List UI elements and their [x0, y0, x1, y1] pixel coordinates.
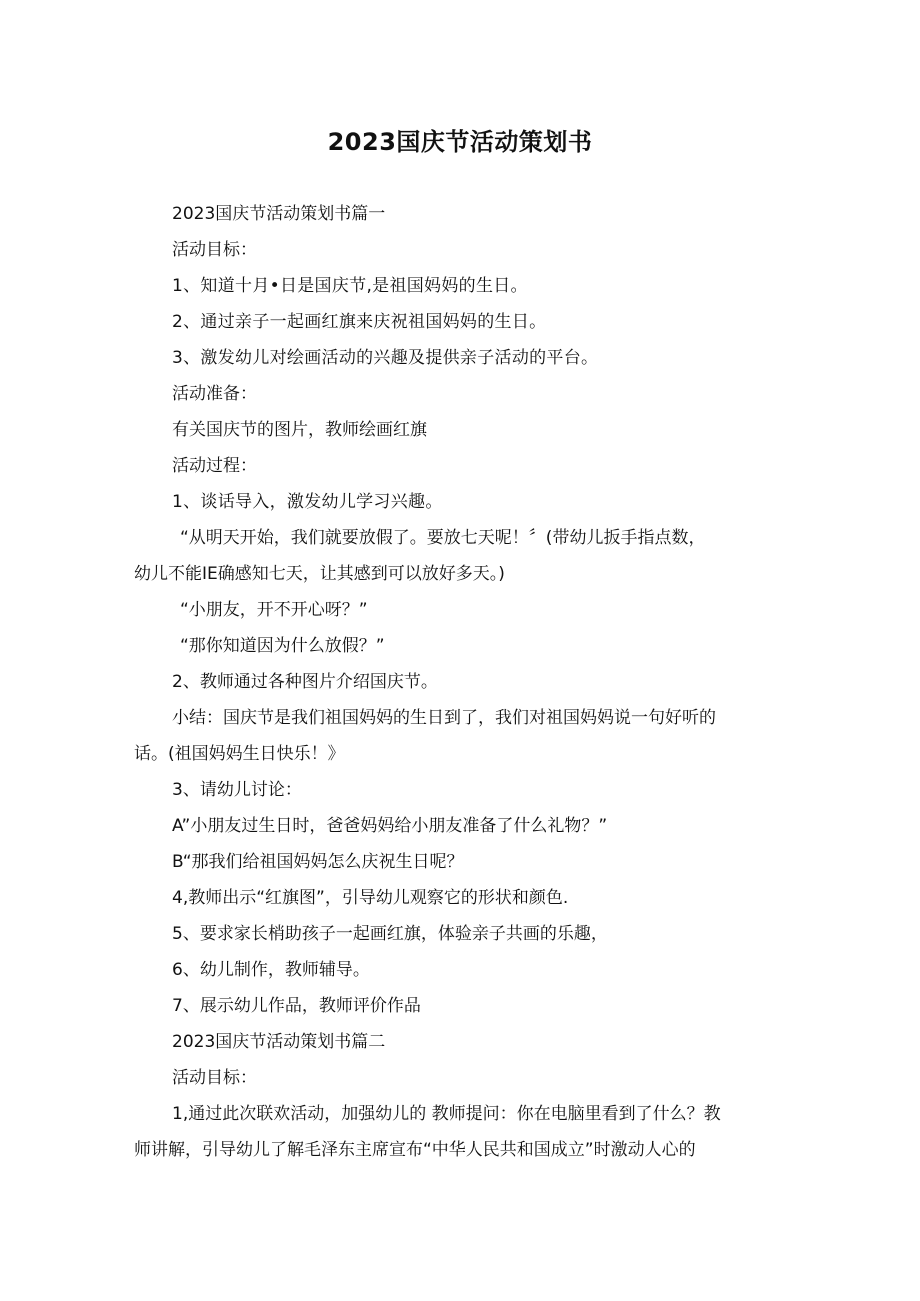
paragraph-line: 6、幼儿制作，教师辅导。 [172, 960, 370, 980]
section-heading-2: 2023国庆节活动策划书篇二 [172, 1032, 386, 1052]
paragraph-line: 有关国庆节的图片，教师绘画红旗 [172, 420, 427, 440]
paragraph-line: 话。(祖国妈妈生日快乐！》 [134, 744, 345, 764]
section-heading-1: 2023国庆节活动策划书篇一 [172, 204, 386, 224]
paragraph-line: 3、激发幼儿对绘画活动的兴趣及提供亲子活动的平台。 [172, 348, 599, 368]
paragraph-line: 活动过程： [172, 456, 257, 476]
paragraph-line: 小结：国庆节是我们祖国妈妈的生日到了，我们对祖国妈妈说一句好听的 [172, 708, 716, 728]
paragraph-line: 1,通过此次联欢活动，加强幼儿的 教师提问：你在电脑里看到了什么？教 [172, 1104, 721, 1124]
paragraph-line: 活动目标： [172, 240, 257, 260]
paragraph-line: 活动目标： [172, 1068, 257, 1088]
paragraph-line: 1、知道十月•日是国庆节,是祖国妈妈的生日。 [172, 276, 528, 296]
paragraph-line: 幼儿不能IE确感知七天，让其感到可以放好多天。) [134, 564, 505, 584]
document-title: 2023国庆节活动策划书 [327, 128, 593, 156]
paragraph-line: B“那我们给祖国妈妈怎么庆祝生日呢？ [172, 852, 464, 872]
paragraph-line: “那你知道因为什么放假？” [180, 636, 385, 656]
paragraph-line: 7、展示幼儿作品，教师评价作品 [172, 996, 421, 1016]
paragraph-line: A”小朋友过生日时，爸爸妈妈给小朋友准备了什么礼物？” [172, 816, 608, 836]
paragraph-line: 3、请幼儿讨论： [172, 780, 302, 800]
paragraph-line: 4,教师出示“红旗图”，引导幼儿观察它的形状和颜色. [172, 888, 569, 908]
paragraph-line: 活动准备： [172, 384, 257, 404]
paragraph-line: 1、谈话导入，激发幼儿学习兴趣。 [172, 492, 443, 512]
paragraph-line: 5、要求家长梢助孩子一起画红旗，体验亲子共画的乐趣， [172, 924, 608, 944]
paragraph-line: “从明天开始，我们就要放假了。要放七天呢！〞(带幼儿扳手指点数， [180, 528, 706, 548]
paragraph-line: 2、教师通过各种图片介绍国庆节。 [172, 672, 438, 692]
paragraph-line: 师讲解，引导幼儿了解毛泽东主席宣布“中华人民共和国成立”时激动人心的 [134, 1140, 696, 1160]
paragraph-line: 2、通过亲子一起画红旗来庆祝祖国妈妈的生日。 [172, 312, 547, 332]
paragraph-line: “小朋友，开不开心呀？” [180, 600, 368, 620]
